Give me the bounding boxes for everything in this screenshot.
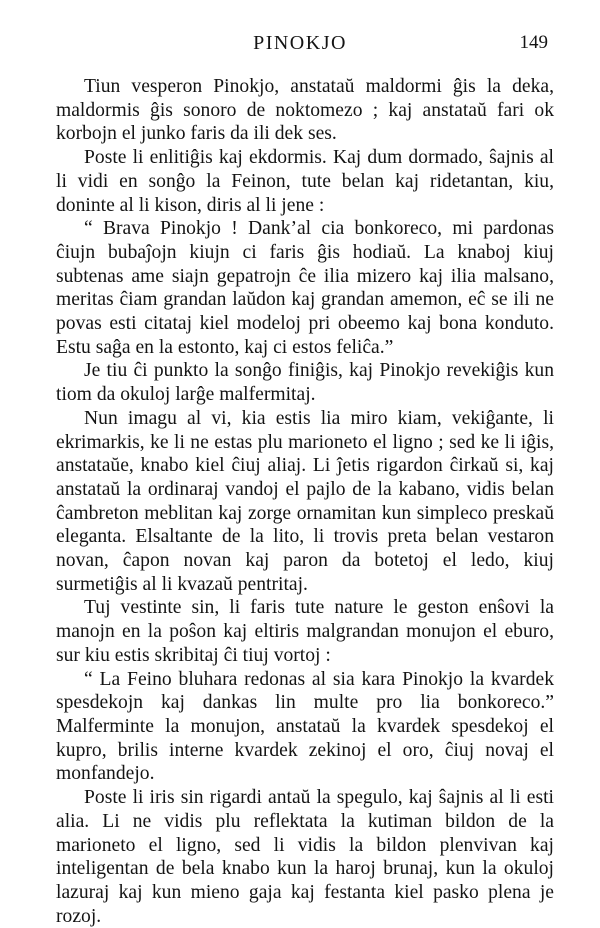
paragraph-5: Nun imagu al vi, kia estis lia miro kiam, vekiĝante, li ekrimarkis, ke li ne estas plu marioneto el ligno ; sed ke li iĝis, anstataŭe, knabo kiel ĉiuj aliaj. Li ĵetis rigardon ĉirkaŭ si, kaj anstataŭ la ordinaraj vandoj el pajlo de la kabano, vidis belan ĉambreton meblitan kaj zorge ornamitan kun simpleco preskaŭ eleganta. Elsaltante de la lito, li trovis preta belan vestaron novan, ĉapon novan kaj paron da botetoj el ledo, kiuj surmetiĝis al li kvazaŭ pentritaj. [56, 407, 554, 595]
paragraph-2: Poste li enlitiĝis kaj ekdormis. Kaj dum dormado, ŝajnis al li vidi en sonĝo la Feinon, tute belan kaj ridetantan, kiu, doninte al li kison, diris al li jene : [56, 147, 554, 216]
page-number: 149 [519, 32, 548, 53]
paragraph-6: Tuj vestinte sin, li faris tute nature le geston enŝovi la manojn en la poŝon kaj eltiris malgrandan monujon el eburo, sur kiu estis skribitaj ĉi tiuj vortoj : [56, 597, 554, 666]
paragraph-3-quote: “ Brava Pinokjo ! Dank’al cia bonkoreco, mi pardonas ĉiujn bubaĵojn kiujn ci faris ĝis hodiaŭ. La knaboj kiuj subtenas ame siajn gepatrojn ĉe ilia mizero kaj ilia malsano, meritas ĉiam grandan laŭdon kaj grandan amemon, eĉ se ili ne povas esti citataj kiel modeloj pri obeemo kaj bona konduto. Estu saĝa en la estonto, kaj ci estos feliĉa.” [56, 218, 554, 358]
running-title: PINOKJO [253, 32, 347, 54]
page-header [0, 30, 600, 58]
paragraph-1: Tiun vesperon Pinokjo, anstataŭ maldormi ĝis la deka, maldormis ĝis sonoro de noktomezo ; kaj anstataŭ fari ok korbojn el junko faris da ili dek ses. [56, 76, 554, 145]
paragraph-4: Je tiu ĉi punkto la sonĝo finiĝis, kaj Pinokjo revekiĝis kun tiom da okuloj larĝe malfermitaj. [56, 360, 554, 406]
paragraph-8: Poste li iris sin rigardi antaŭ la spegulo, kaj ŝajnis al li esti alia. Li ne vidis plu reflektata la kutiman bildon de la marioneto el ligno, sed li vidis la bildon plenvivan kaj inteligentan de bela knabo kun la haroj brunaj, kun la okuloj lazuraj kaj kun mieno gaja kaj festanta kiel pasko plena je rozoj. [56, 787, 554, 927]
paragraph-7-quote: “ La Feino bluhara redonas al sia kara Pinokjo la kvardek spesdekojn kaj dankas lin multe pro lia bonkoreco.” Malferminte la monujon, anstataŭ la kvardek spesdekoj el kupro, brilis interne kvardek zekinoj el oro, ĉiuj novaj el monfandejo. [56, 668, 554, 785]
body-text [56, 75, 554, 928]
